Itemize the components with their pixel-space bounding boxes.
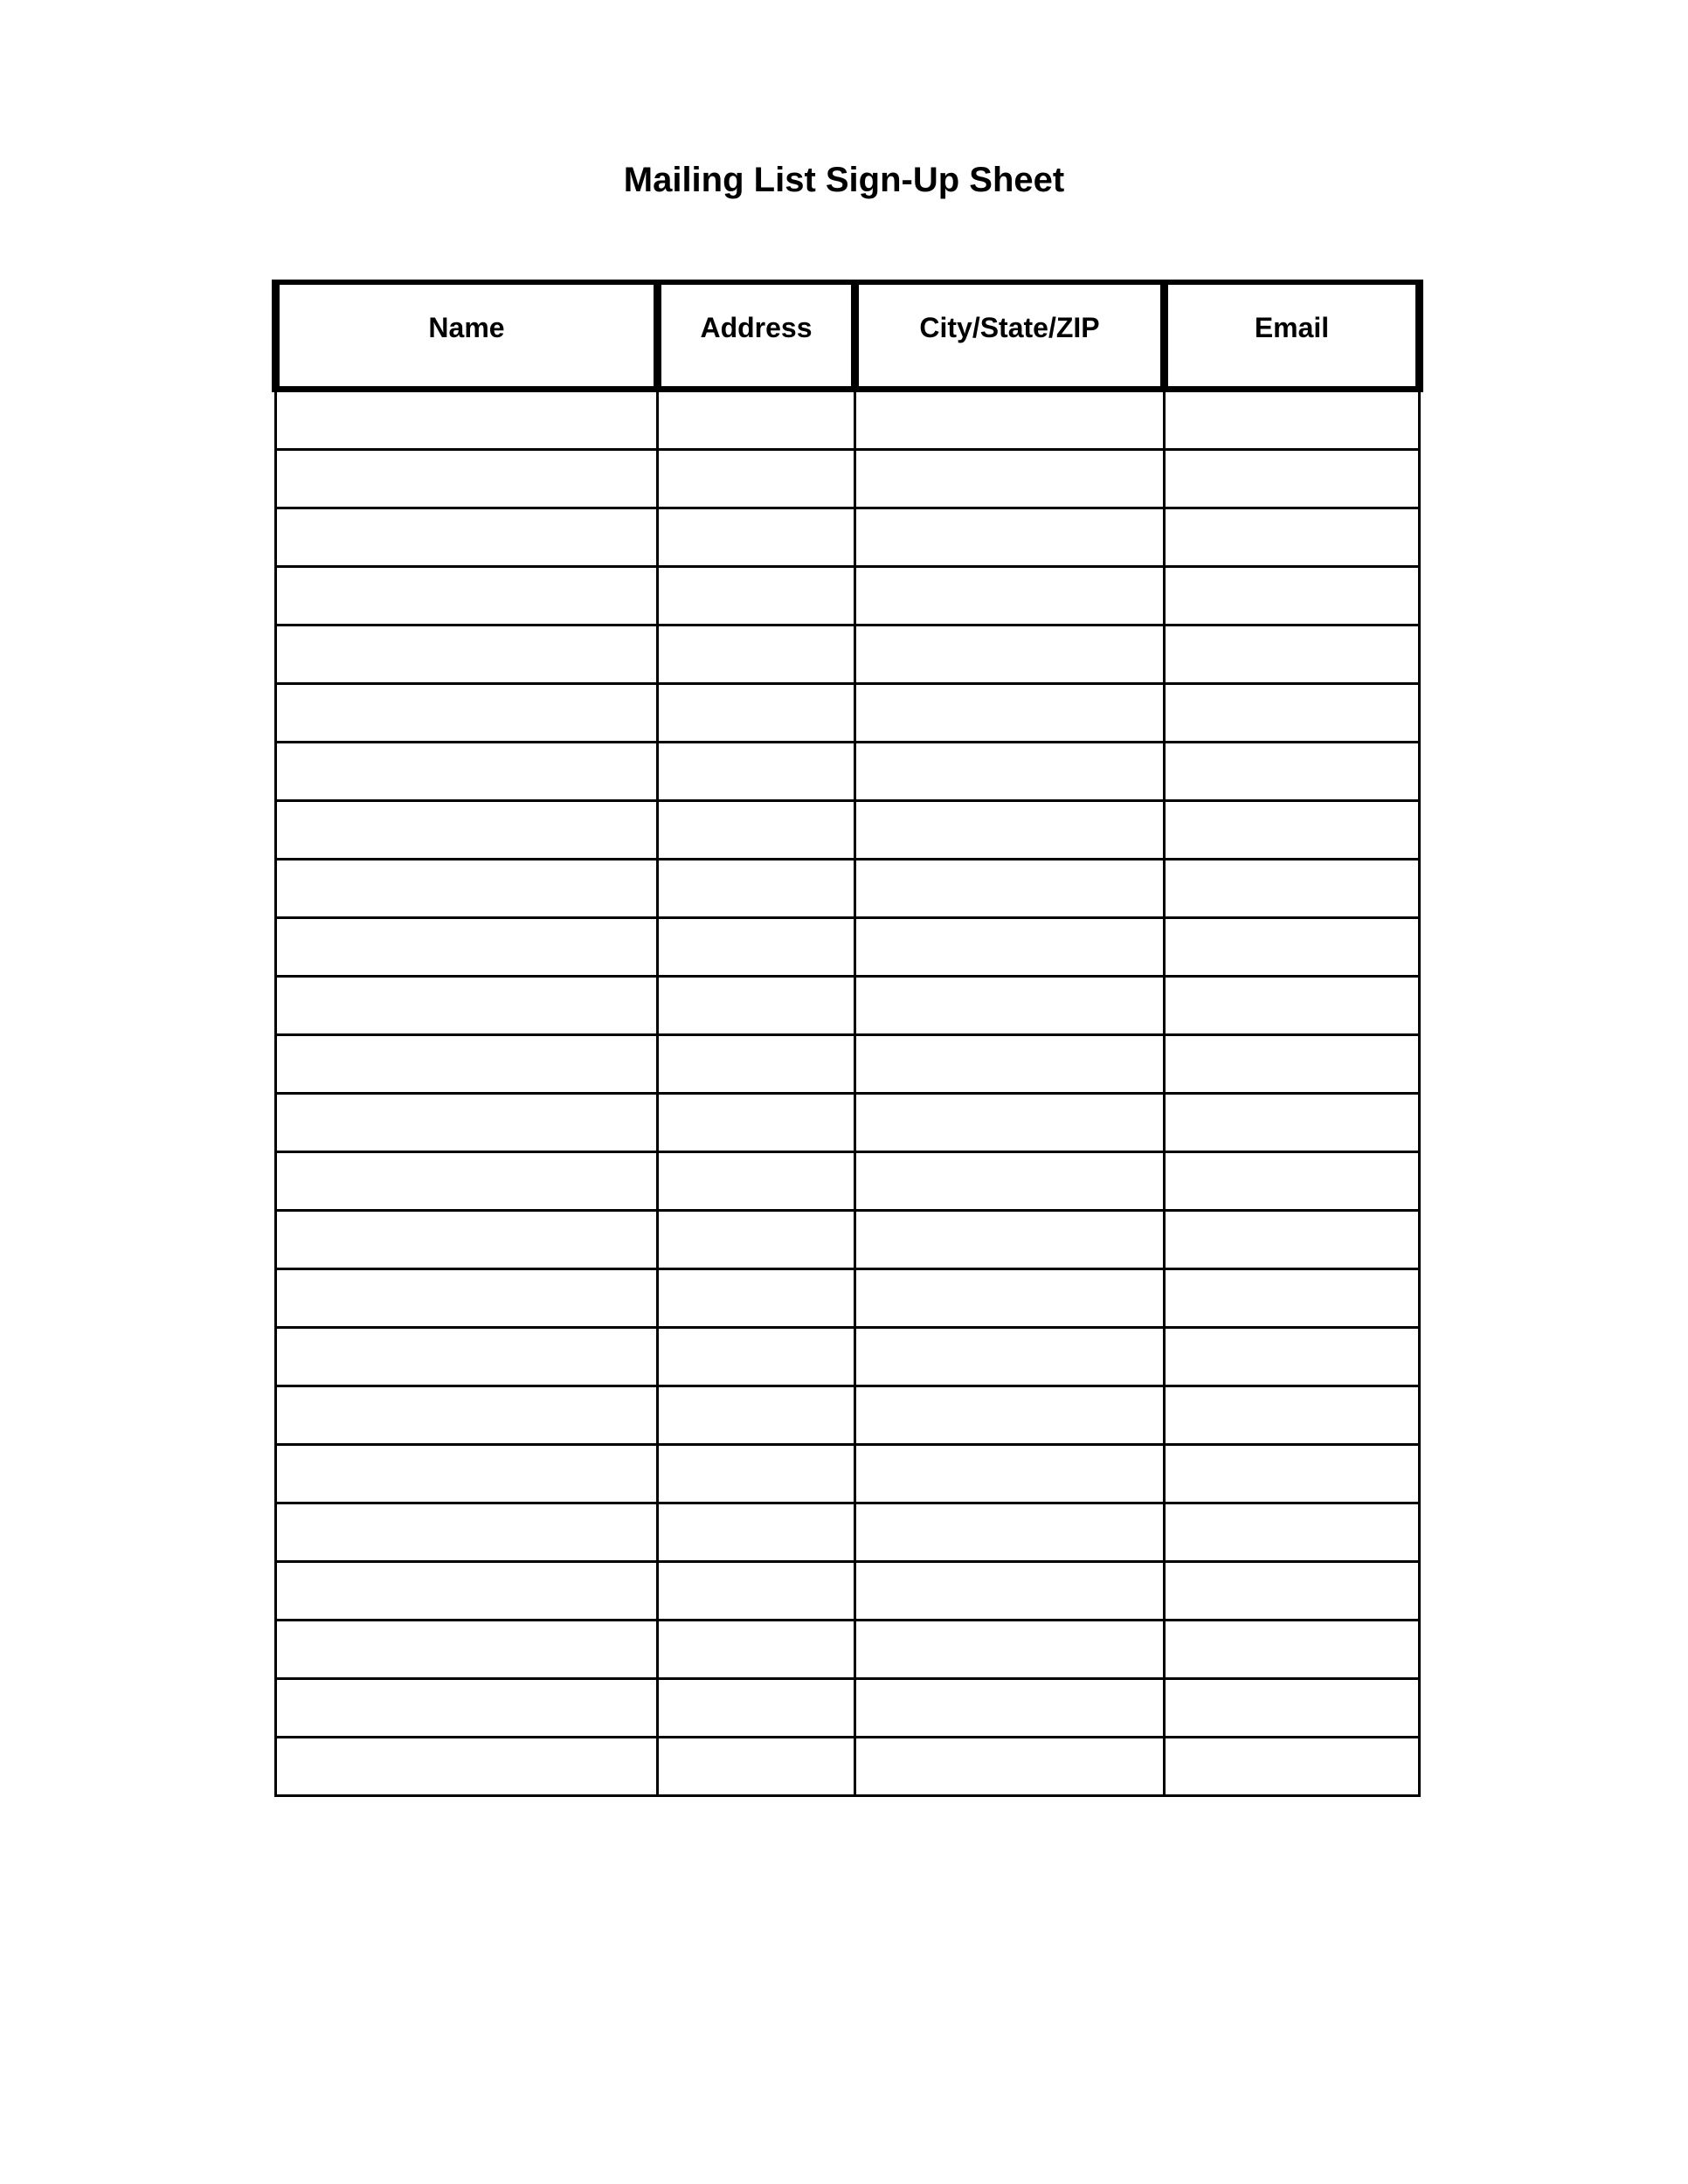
signup-cell[interactable] xyxy=(658,684,855,743)
signup-cell[interactable] xyxy=(855,450,1165,508)
table-row xyxy=(276,1386,1420,1445)
signup-cell[interactable] xyxy=(658,390,855,450)
column-header-email: Email xyxy=(1165,282,1420,390)
table-row xyxy=(276,1738,1420,1796)
table-row xyxy=(276,1562,1420,1621)
signup-cell[interactable] xyxy=(855,977,1165,1035)
signup-cell[interactable] xyxy=(1165,390,1420,450)
table-row xyxy=(276,1328,1420,1386)
signup-cell[interactable] xyxy=(855,508,1165,567)
signup-cell[interactable] xyxy=(276,1562,658,1621)
signup-cell[interactable] xyxy=(276,1269,658,1328)
signup-cell[interactable] xyxy=(855,567,1165,625)
signup-cell[interactable] xyxy=(1165,1503,1420,1562)
signup-cell[interactable] xyxy=(855,1503,1165,1562)
signup-cell[interactable] xyxy=(658,1152,855,1211)
signup-cell[interactable] xyxy=(276,801,658,860)
signup-cell[interactable] xyxy=(658,1386,855,1445)
signup-cell[interactable] xyxy=(855,684,1165,743)
signup-cell[interactable] xyxy=(855,1035,1165,1094)
table-row xyxy=(276,567,1420,625)
signup-cell[interactable] xyxy=(276,918,658,977)
signup-cell[interactable] xyxy=(855,1152,1165,1211)
column-header-city-state-zip: City/State/ZIP xyxy=(855,282,1165,390)
signup-cell[interactable] xyxy=(276,1621,658,1679)
signup-cell[interactable] xyxy=(658,508,855,567)
table-row xyxy=(276,625,1420,684)
signup-cell[interactable] xyxy=(1165,801,1420,860)
signup-cell[interactable] xyxy=(1165,1445,1420,1503)
table-row xyxy=(276,801,1420,860)
signup-cell[interactable] xyxy=(658,567,855,625)
signup-cell[interactable] xyxy=(855,1094,1165,1152)
signup-cell[interactable] xyxy=(658,1562,855,1621)
signup-cell[interactable] xyxy=(1165,1386,1420,1445)
table-row xyxy=(276,860,1420,918)
table-row xyxy=(276,508,1420,567)
signup-cell[interactable] xyxy=(276,567,658,625)
signup-cell[interactable] xyxy=(1165,918,1420,977)
table-row xyxy=(276,1211,1420,1269)
signup-cell[interactable] xyxy=(276,1503,658,1562)
signup-cell[interactable] xyxy=(1165,1562,1420,1621)
signup-cell[interactable] xyxy=(276,977,658,1035)
table-row xyxy=(276,918,1420,977)
signup-cell[interactable] xyxy=(855,1328,1165,1386)
table-row xyxy=(276,450,1420,508)
table-row xyxy=(276,1152,1420,1211)
table-row xyxy=(276,1269,1420,1328)
table-row xyxy=(276,1445,1420,1503)
signup-cell[interactable] xyxy=(1165,567,1420,625)
signup-cell[interactable] xyxy=(276,450,658,508)
signup-cell[interactable] xyxy=(276,1738,658,1796)
signup-cell[interactable] xyxy=(276,625,658,684)
signup-cell[interactable] xyxy=(658,743,855,801)
signup-cell[interactable] xyxy=(1165,625,1420,684)
signup-cell[interactable] xyxy=(1165,860,1420,918)
signup-cell[interactable] xyxy=(276,684,658,743)
signup-cell[interactable] xyxy=(658,860,855,918)
signup-cell[interactable] xyxy=(1165,1211,1420,1269)
signup-cell[interactable] xyxy=(855,1211,1165,1269)
signup-cell[interactable] xyxy=(276,1679,658,1738)
signup-cell[interactable] xyxy=(1165,450,1420,508)
signup-cell[interactable] xyxy=(855,743,1165,801)
signup-cell[interactable] xyxy=(658,1679,855,1738)
signup-cell[interactable] xyxy=(855,1269,1165,1328)
signup-cell[interactable] xyxy=(1165,1679,1420,1738)
signup-cell[interactable] xyxy=(658,1269,855,1328)
signup-cell[interactable] xyxy=(1165,977,1420,1035)
signup-cell[interactable] xyxy=(658,625,855,684)
signup-cell[interactable] xyxy=(658,1445,855,1503)
signup-cell[interactable] xyxy=(658,977,855,1035)
column-header-address: Address xyxy=(658,282,855,390)
signup-cell[interactable] xyxy=(276,860,658,918)
signup-cell[interactable] xyxy=(658,801,855,860)
signup-cell[interactable] xyxy=(276,390,658,450)
signup-cell[interactable] xyxy=(1165,1035,1420,1094)
signup-cell[interactable] xyxy=(276,508,658,567)
signup-cell[interactable] xyxy=(276,1211,658,1269)
signup-cell[interactable] xyxy=(658,1503,855,1562)
signup-cell[interactable] xyxy=(658,1621,855,1679)
signup-cell[interactable] xyxy=(276,743,658,801)
table-row xyxy=(276,977,1420,1035)
signup-cell[interactable] xyxy=(855,1621,1165,1679)
signup-cell[interactable] xyxy=(276,1152,658,1211)
signup-cell[interactable] xyxy=(658,450,855,508)
mailing-list-table xyxy=(272,280,1423,1797)
table-header-row xyxy=(276,282,1420,390)
signup-cell[interactable] xyxy=(658,1035,855,1094)
table-row xyxy=(276,1035,1420,1094)
signup-cell[interactable] xyxy=(276,1094,658,1152)
signup-cell[interactable] xyxy=(855,860,1165,918)
signup-cell[interactable] xyxy=(1165,1152,1420,1211)
signup-cell[interactable] xyxy=(855,1679,1165,1738)
table-row xyxy=(276,1094,1420,1152)
signup-cell[interactable] xyxy=(855,625,1165,684)
signup-cell[interactable] xyxy=(276,1386,658,1445)
table-row xyxy=(276,743,1420,801)
signup-cell[interactable] xyxy=(1165,1738,1420,1796)
signup-cell[interactable] xyxy=(1165,1621,1420,1679)
signup-cell[interactable] xyxy=(855,390,1165,450)
signup-cell[interactable] xyxy=(1165,1328,1420,1386)
signup-cell[interactable] xyxy=(658,1738,855,1796)
page-title: Mailing List Sign-Up Sheet xyxy=(623,161,1065,199)
signup-cell[interactable] xyxy=(855,918,1165,977)
table-row xyxy=(276,684,1420,743)
signup-cell[interactable] xyxy=(1165,684,1420,743)
table-row xyxy=(276,1621,1420,1679)
table-row xyxy=(276,1503,1420,1562)
signup-cell[interactable] xyxy=(276,1445,658,1503)
signup-cell[interactable] xyxy=(276,1328,658,1386)
signup-cell[interactable] xyxy=(855,1738,1165,1796)
signup-cell[interactable] xyxy=(855,1562,1165,1621)
signup-cell[interactable] xyxy=(855,1386,1165,1445)
signup-cell[interactable] xyxy=(1165,1094,1420,1152)
table-row xyxy=(276,1679,1420,1738)
signup-cell[interactable] xyxy=(855,801,1165,860)
signup-cell[interactable] xyxy=(658,1094,855,1152)
signup-cell[interactable] xyxy=(658,1211,855,1269)
signup-cell[interactable] xyxy=(658,1328,855,1386)
table-row xyxy=(276,390,1420,450)
signup-cell[interactable] xyxy=(855,1445,1165,1503)
column-header-name: Name xyxy=(276,282,658,390)
signup-cell[interactable] xyxy=(1165,1269,1420,1328)
signup-cell[interactable] xyxy=(1165,743,1420,801)
signup-cell[interactable] xyxy=(276,1035,658,1094)
signup-cell[interactable] xyxy=(658,918,855,977)
signup-cell[interactable] xyxy=(1165,508,1420,567)
